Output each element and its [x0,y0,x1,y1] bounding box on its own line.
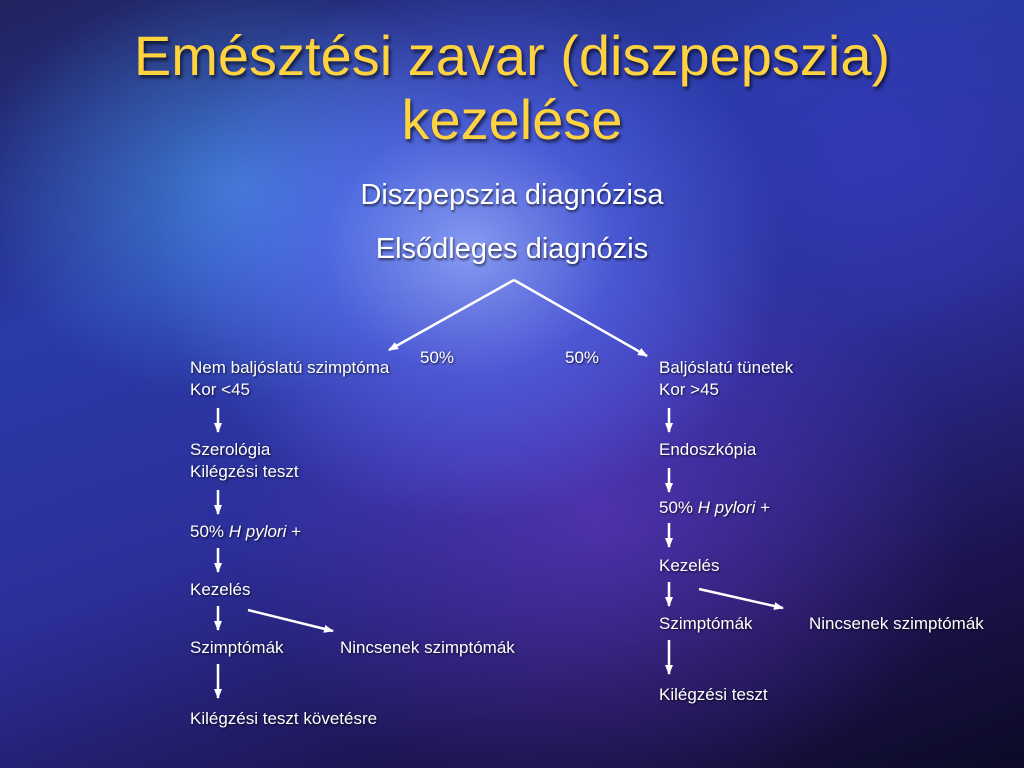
right-side-arrow [699,589,783,608]
right-no-symptoms: Nincsenek szimptómák [809,614,984,633]
subtitle-primary-diagnosis: Elsődleges diagnózis [375,233,649,265]
right-header-line-2: Kor >45 [659,380,720,399]
left-header-line-2: Kor <45 [190,380,251,399]
left-no-symptoms: Nincsenek szimptómák [340,638,515,657]
left-hpylori-prefix: 50% [190,522,229,541]
percent-label-right: 50% [565,348,600,367]
left-treatment: Kezelés [190,580,251,599]
right-followup: Kilégzési teszt [659,685,768,704]
right-header-line-1: Baljóslatú tünetek [659,358,794,377]
left-hpylori-suffix: + [286,522,302,541]
left-hpylori-italic: H pylori [228,522,287,541]
right-hpylori-prefix: 50% [659,498,698,517]
left-header-line-1: Nem baljóslatú szimptóma [190,358,390,377]
left-tests [190,439,299,483]
left-test-line-2: Kilégzési teszt [190,462,299,481]
right-symptoms: Szimptómák [659,614,753,633]
split-arrow-left [389,280,514,350]
right-hpylori [659,497,770,519]
split-arrow-right [514,280,647,356]
left-followup: Kilégzési teszt követésre [190,709,378,728]
subtitle-diagnosis: Diszpepszia diagnózisa [360,179,664,211]
right-test: Endoszkópia [659,440,757,459]
left-symptoms: Szimptómák [190,638,284,657]
right-treatment: Kezelés [659,556,720,575]
title-line-2: kezelése [401,88,623,151]
left-header [190,357,389,401]
percent-label-left: 50% [420,348,455,367]
left-side-arrow [248,610,333,631]
right-header [659,357,793,401]
right-hpylori-italic: H pylori [697,498,756,517]
right-hpylori-suffix: + [755,498,771,517]
title-line-1: Emésztési zavar (diszpepszia) [133,24,891,87]
left-hpylori [190,521,301,543]
left-test-line-1: Szerológia [190,440,271,459]
